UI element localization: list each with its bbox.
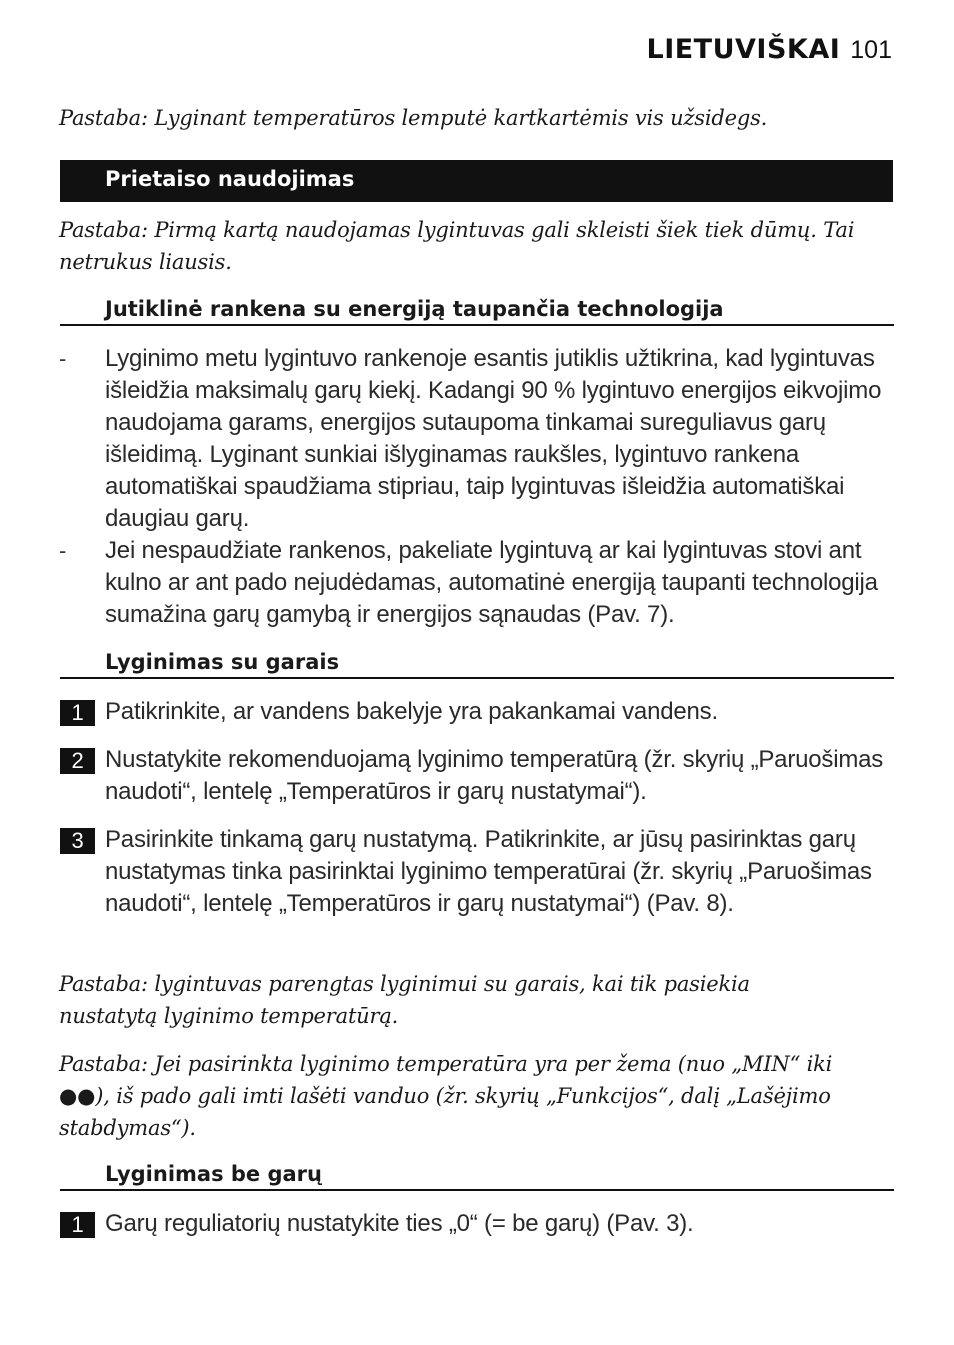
language-label: LIETUVIŠKAI (646, 34, 841, 65)
page-header (646, 34, 892, 65)
step-item (60, 696, 894, 728)
step-number: 3 (60, 828, 95, 854)
page-number: 101 (850, 36, 892, 64)
bullet-dash: - (59, 346, 67, 371)
step-text: Patikrinkite, ar vandens bakelyje yra pakankamai vandens. (105, 698, 718, 725)
step-item (60, 744, 894, 808)
bullet-dash: - (59, 538, 67, 563)
step-number: 1 (60, 700, 95, 726)
note-steam-ready: Pastaba: lygintuvas parengtas lyginimui su garais, kai tik pasiekia nustatytą lyginimo temperatūrą. (59, 972, 750, 1028)
step-number: 2 (60, 748, 95, 774)
step-number: 1 (60, 1212, 95, 1238)
subheading-dry-ironing (60, 1159, 894, 1191)
step-item (60, 824, 894, 920)
subheading-text: Lyginimas be garų (105, 1162, 322, 1186)
step-text: Pasirinkite tinkamą garų nustatymą. Patikrinkite, ar jūsų pasirinktas garų nustatymas tinka pasirinktai lyginimo temperatūrai (žr. skyrių „Paruošimas naudoti“, lentelę „Temperatūros ir garų nustatymai“) (Pav. 8). (105, 826, 872, 917)
step-text: Nustatykite rekomenduojamą lyginimo temperatūrą (žr. skyrių „Paruošimas naudoti“, lentelę „Temperatūros ir garų nustatymai“). (105, 746, 884, 805)
step-item (60, 1208, 894, 1240)
list-item-text: Jei nespaudžiate rankenos, pakeliate lygintuvą ar kai lygintuvas stovi ant kulno ar ant pado nejudėdamas, automatinė energiją taupanti technologija sumažina garų gamybą ir energijos sąnaudas (Pav. 7). (105, 537, 878, 628)
subheading-text: Lyginimas su garais (105, 650, 340, 674)
note-temperature-light: Pastaba: Lyginant temperatūros lemputė kartkartėmis vis užsidegs. (59, 106, 768, 130)
step-text: Garų reguliatorių nustatykite ties „0“ (= be garų) (Pav. 3). (105, 1210, 694, 1237)
section-title: Prietaiso naudojimas (105, 167, 355, 191)
section-title-bar (60, 160, 893, 202)
subheading-text: Jutiklinė rankena su energiją taupančia technologija (105, 297, 724, 321)
list-item (59, 343, 899, 535)
subheading-sensor-handle (60, 294, 894, 326)
subheading-steam-ironing (60, 647, 894, 679)
list-item (59, 535, 899, 631)
note-low-temperature: Pastaba: Jei pasirinkta lyginimo temperatūra yra per žema (nuo „MIN“ iki ●●), iš pado gali imti lašėti vanduo (žr. skyrių „Funkcijos“, dalį „Lašėjimo stabdymas“). (59, 1052, 833, 1140)
list-item-text: Lyginimo metu lygintuvo rankenoje esantis jutiklis užtikrina, kad lygintuvas išleidžia maksimalų garų kiekį. Kadangi 90 % lygintuvo energijos eikvojimo naudojama garams, energijos sutaupoma tinkamai sureguliavus garų išleidimą. Lyginant sunkiai išlyginamas raukšles, lygintuvo rankena automatiškai spaudžiama stipriau, taip lygintuvas išleidžia automatiškai daugiau garų. (105, 345, 882, 532)
note-first-use: Pastaba: Pirmą kartą naudojamas lygintuvas gali skleisti šiek tiek dūmų. Tai netrukus liausis. (59, 218, 855, 274)
